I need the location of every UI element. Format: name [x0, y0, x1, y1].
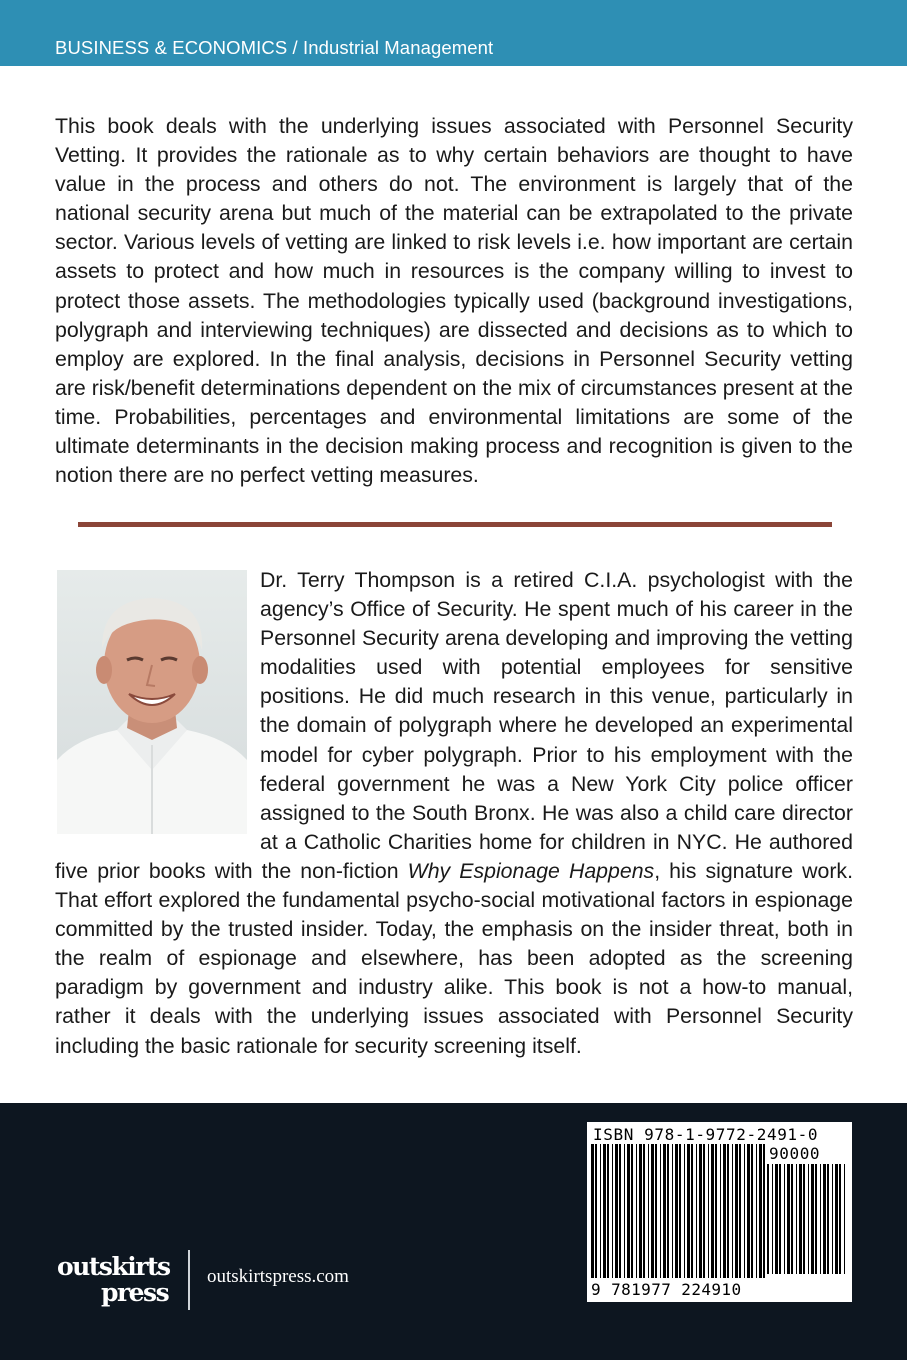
author-bio-text-1: Dr. Terry Thompson is a retired C.I.A. psychologist with the agency’s Office of Security. He spent much of his career in the Personnel Security arena developing and improving the vetting modalities used with potential employees for sensitive positions. He did much research in this venue, particularly in the domain of polygraph where he developed an experimental model for cyber polygraph. Prior to his employment with the federal government he was a New York City police officer assigned to the South Bronx. He was also a child care director at a Catholic Charities home for children in NYC. He authored five prior books with the non-fiction — [55, 568, 853, 883]
category-label: BUSINESS & ECONOMICS / Industrial Management — [55, 37, 494, 58]
category-bar — [0, 0, 907, 66]
publisher-logo — [57, 1252, 173, 1312]
isbn-label: ISBN 978-1-9772-2491-0 — [593, 1125, 819, 1144]
publisher-website: outskirtspress.com — [207, 1266, 349, 1287]
ean-number: 9 781977 224910 — [591, 1280, 742, 1299]
logo-word-press: press — [101, 1278, 169, 1307]
logo-separator — [188, 1250, 190, 1310]
price-barcode-icon — [767, 1164, 849, 1276]
author-bio-text-2: , his signature work. That effort explored the fundamental psycho-social motivational factors in espionage committed by the trusted insider. Today, the emphasis on the insider threat, both in the realm of espionage and elsewhere, has been adopted as the screening paradigm by government and industry alike. This book is not a how-to manual, rather it deals with the underlying issues associated with Personnel Security including the basic rationale for security screening itself. — [55, 858, 853, 1058]
barcode-bars-icon — [591, 1144, 769, 1280]
author-book-title: Why Espionage Happens — [407, 858, 655, 883]
isbn-barcode — [587, 1122, 852, 1302]
price-code: 90000 — [769, 1144, 821, 1163]
section-divider — [78, 522, 832, 527]
book-description: This book deals with the underlying issues associated with Personnel Security Vetting. It provides the rationale as to why certain behaviors are thought to have value in the process and others do not. The environment is largely that of the national security arena but much of the material can be extrapolated to the private sector. Various levels of vetting are linked to risk levels i.e. how important are certain assets to protect and how much in resources is the company willing to invest to protect those assets. The methodologies typically used (background investigations, polygraph and interviewing techniques) are dissected and decisions as to which to employ are explored. In the final analysis, decisions in Personnel Security vetting are risk/benefit determinations dependent on the mix of circumstances present at the time. Probabilities, percentages and environmental limitations are some of the ultimate determinants in the decision making process and recognition is given to the notion there are no perfect vetting measures. — [55, 114, 853, 488]
logo-word-outskirts: outskirts — [57, 1252, 170, 1281]
author-bio — [55, 566, 853, 1061]
